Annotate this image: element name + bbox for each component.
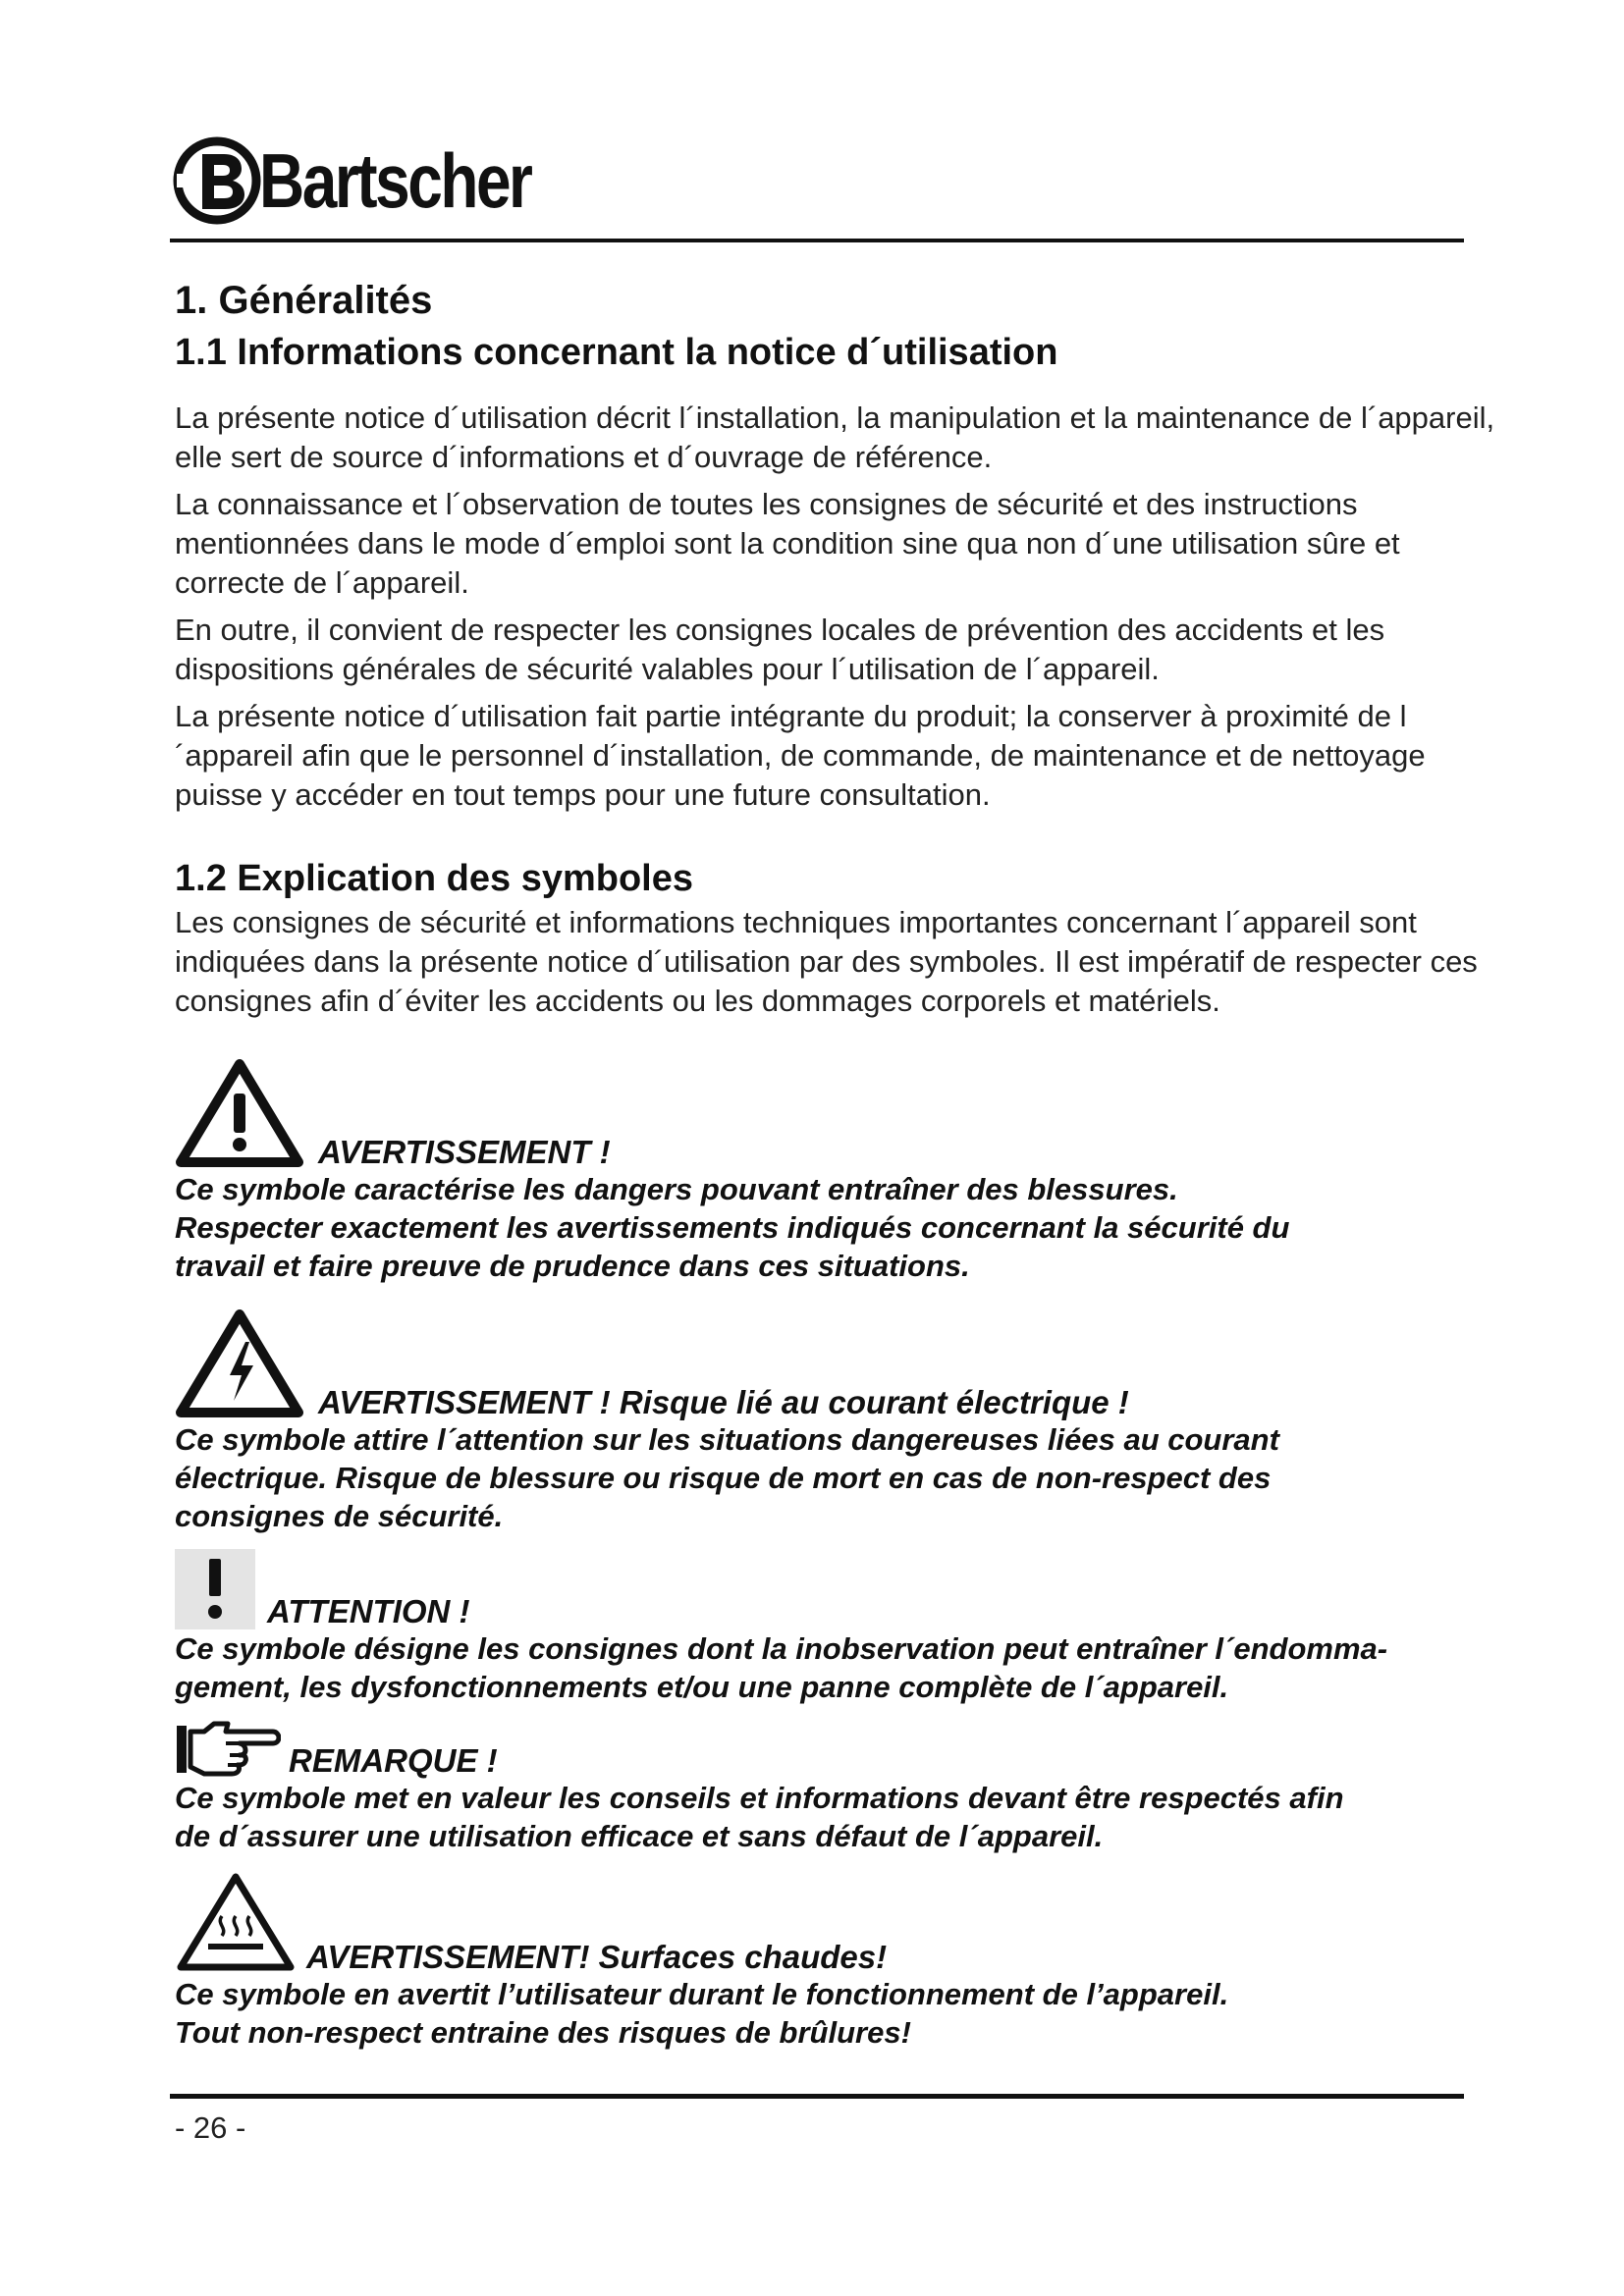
symbol-line: Ce symbole caractérise les dangers pouvant entraîner des blessures. (175, 1172, 1178, 1206)
header-divider (170, 239, 1464, 242)
intro-paragraphs (175, 399, 1510, 815)
page-number: - 26 - (175, 2110, 246, 2145)
bartscher-b-logo-icon (173, 136, 261, 225)
attention-exclamation-icon (175, 1549, 255, 1629)
paragraph: La présente notice d´utilisation décrit l´installation, la manipulation et la maintenance de l´appareil, elle sert de source d´informations et d´ouvrage de référence. (175, 400, 1495, 474)
brand-name: Bartscher (259, 137, 531, 224)
symbol-title: AVERTISSEMENT ! (318, 1134, 611, 1170)
symbol-line: Ce symbole désigne les consignes dont la inobservation peut entraîner l´endomma- (175, 1631, 1388, 1666)
symbol-line: Tout non-respect entraine des risques de brûlures! (175, 2015, 911, 2050)
symbol-line: Ce symbole attire l´attention sur les situations dangereuses liées au courant (175, 1422, 1279, 1457)
pointing-hand-icon (175, 1720, 281, 1779)
subsection-title: 1.1 Informations concernant la notice d´utilisation (175, 332, 1058, 373)
brand-logo (173, 135, 590, 226)
symbol-line: travail et faire preuve de prudence dans ces situations. (175, 1249, 970, 1283)
symbol-note (175, 1720, 1510, 1855)
symbol-line: consignes de sécurité. (175, 1499, 504, 1533)
symbols-intro: Les consignes de sécurité et informations techniques importantes concernant l´appareil sont indiquées dans la présente notice d´utilisation par des symboles. Il est impératif de respecter ces consignes afin d´éviter les accidents ou les dommages corporels et matériels. (175, 905, 1478, 1018)
symbol-electric-warning (175, 1308, 1510, 1535)
paragraph: En outre, il convient de respecter les consignes locales de prévention des accidents et les dispositions générales de sécurité valables pour l´utilisation de l´appareil. (175, 613, 1385, 686)
section-title: 1. Généralités (175, 279, 433, 322)
symbol-title: AVERTISSEMENT! Surfaces chaudes! (306, 1939, 888, 1975)
symbol-title: REMARQUE ! (289, 1742, 498, 1779)
subsection-title-symbols: 1.2 Explication des symboles (175, 858, 693, 899)
paragraph: La connaissance et l´observation de toutes les consignes de sécurité et des instructions mentionnées dans le mode d´emploi sont la condition sine qua non d´une utilisation sûre et correcte de l´appareil. (175, 487, 1400, 600)
electric-hazard-icon (175, 1308, 304, 1420)
footer-divider (170, 2094, 1464, 2099)
symbol-line: électrique. Risque de blessure ou risque de mort en cas de non-respect des (175, 1461, 1272, 1495)
symbol-line: Respecter exactement les avertissements indiqués concernant la sécurité du (175, 1210, 1290, 1245)
hot-surface-icon (175, 1871, 297, 1975)
symbol-line: gement, les dysfonctionnements et/ou une panne complète de l´appareil. (175, 1670, 1229, 1704)
symbol-title: AVERTISSEMENT ! Risque lié au courant électrique ! (318, 1384, 1129, 1420)
symbol-line: Ce symbole en avertit l’utilisateur durant le fonctionnement de l’appareil. (175, 1977, 1229, 2011)
symbol-hot-surface (175, 1871, 1510, 2052)
paragraph: La présente notice d´utilisation fait partie intégrante du produit; la conserver à proximité de l´appareil afin que le personnel d´installation, de commande, de maintenance et de nettoyage puisse y accéder en tout temps pour une future consultation. (175, 699, 1426, 812)
symbol-attention (175, 1549, 1510, 1706)
symbol-warning (175, 1058, 1510, 1285)
symbol-line: de d´assurer une utilisation efficace et sans défaut de l´appareil. (175, 1819, 1104, 1853)
main-content (175, 275, 1510, 2052)
symbol-title: ATTENTION ! (267, 1593, 470, 1629)
warning-triangle-icon (175, 1058, 304, 1170)
symbol-line: Ce symbole met en valeur les conseils et informations devant être respectés afin (175, 1781, 1344, 1815)
